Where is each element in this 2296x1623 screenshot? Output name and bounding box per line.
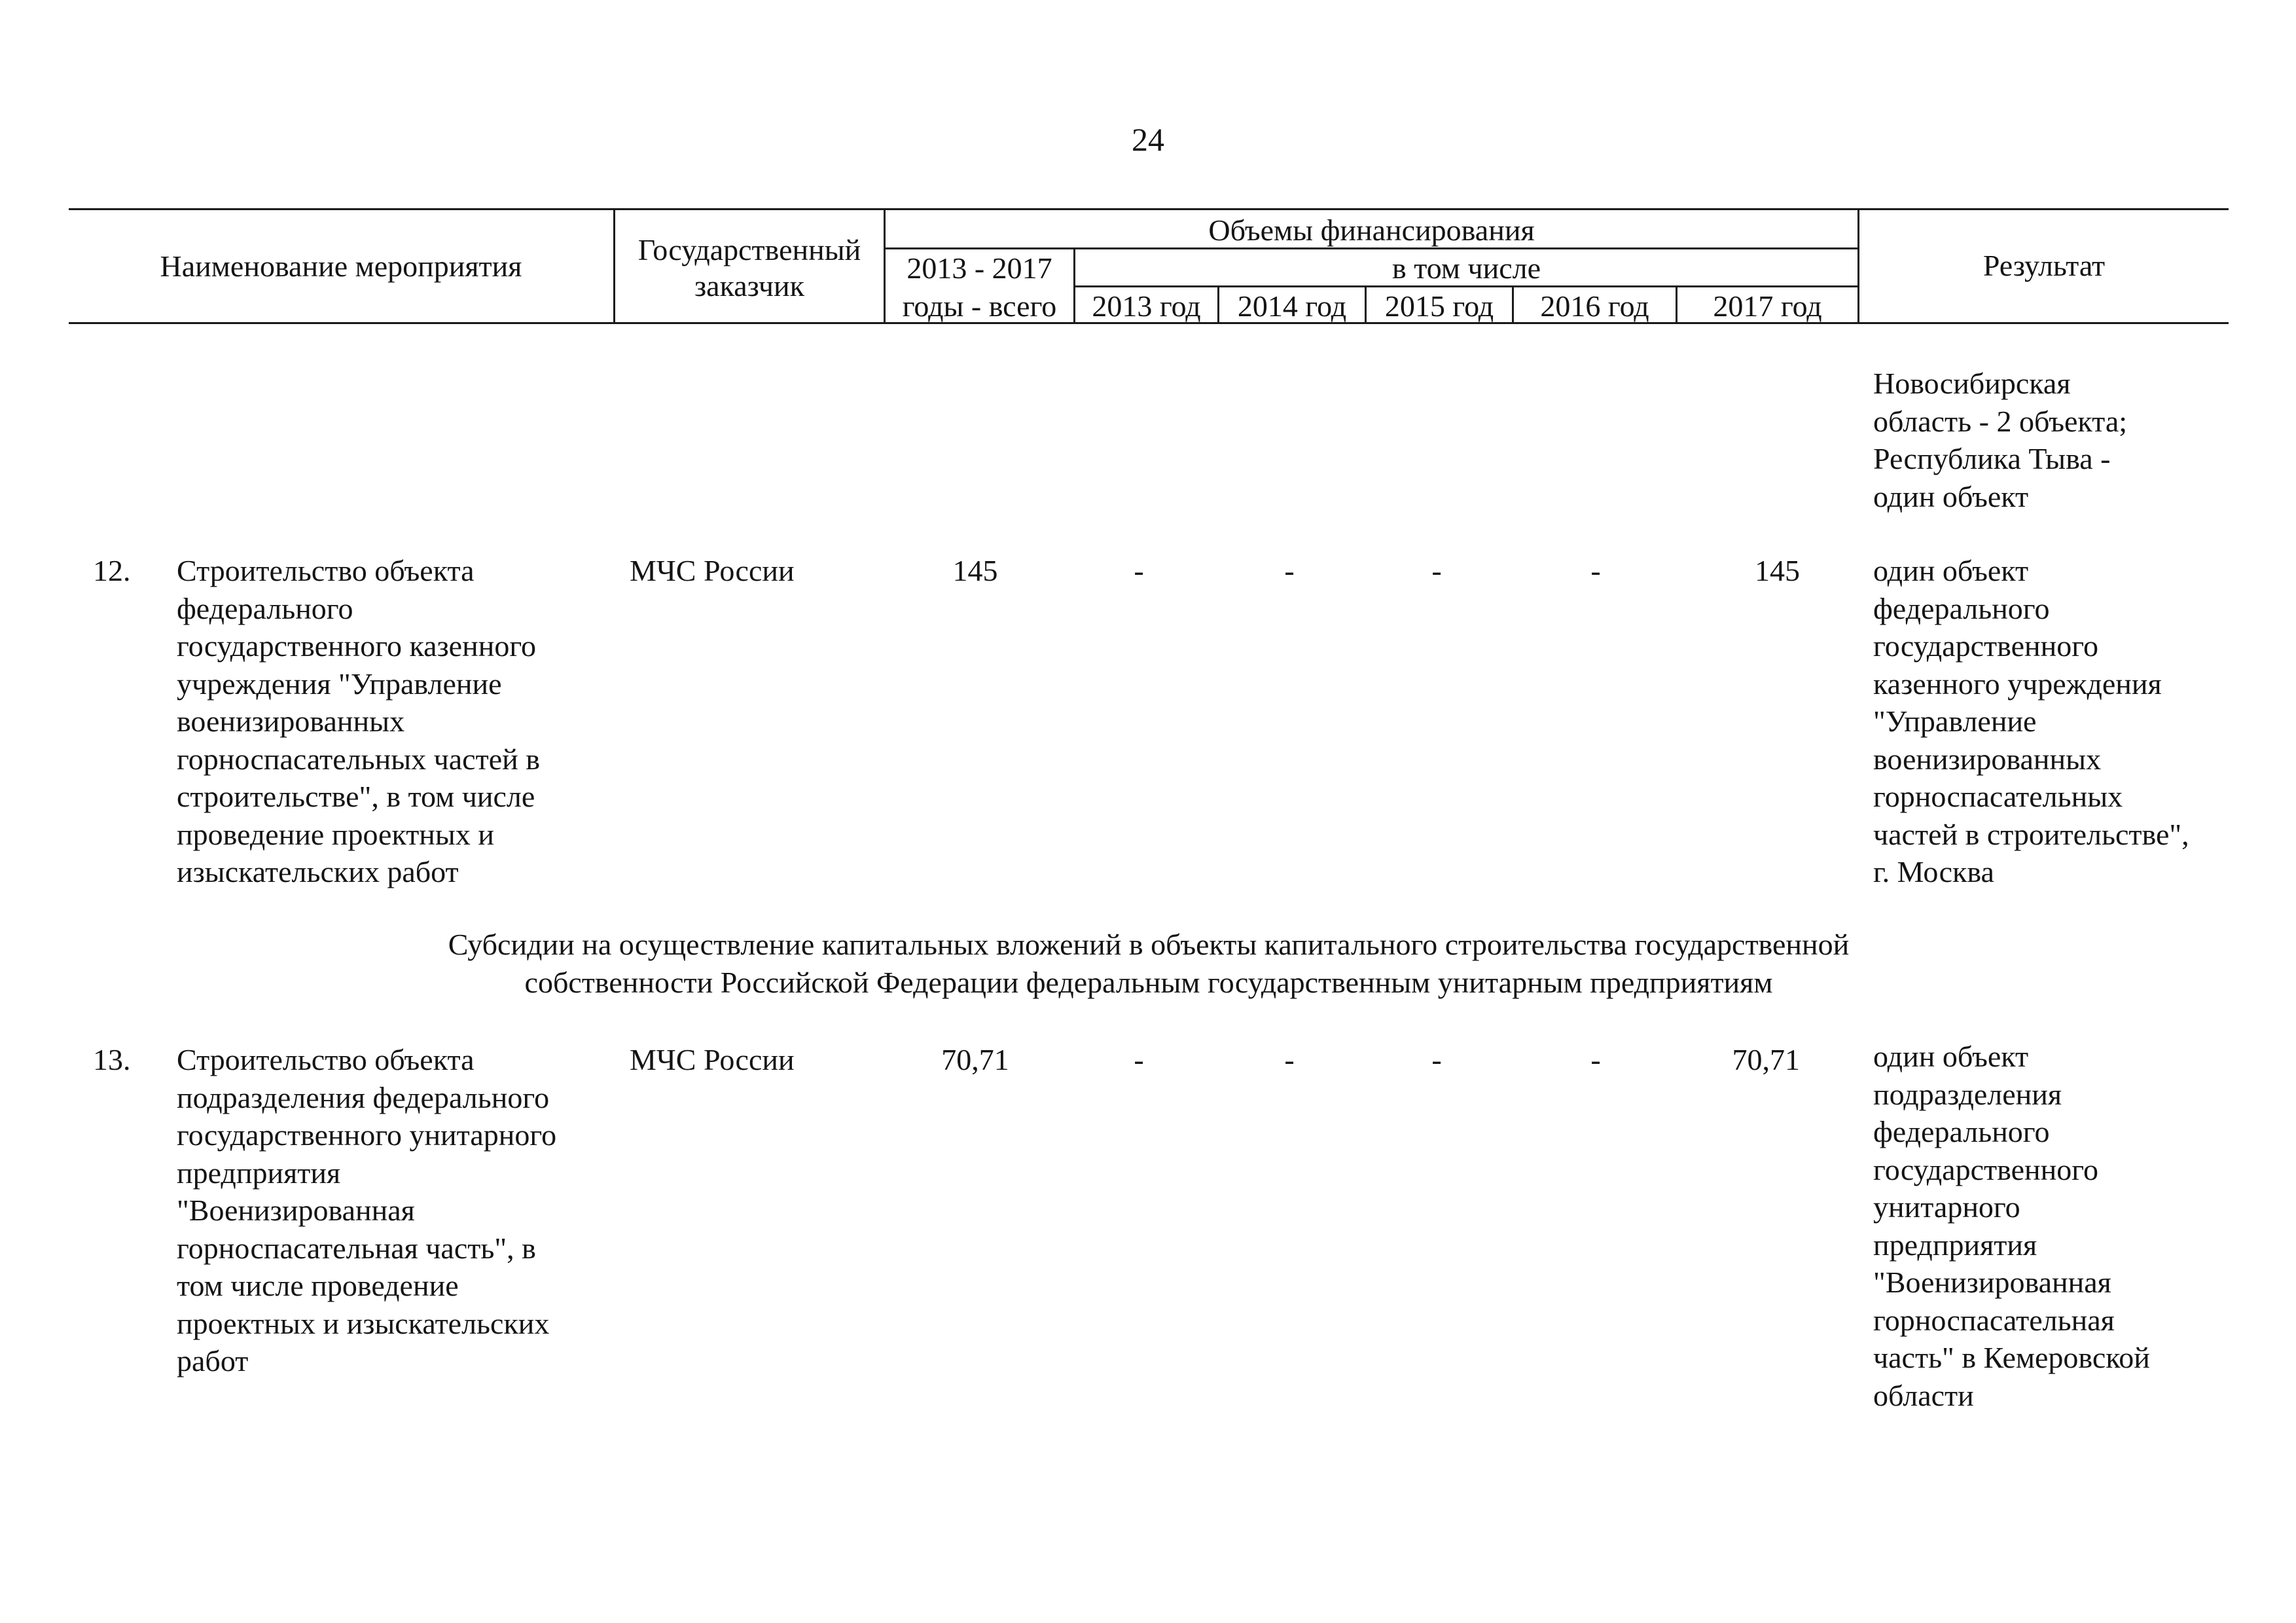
row-name-line: строительстве", в том числе — [177, 780, 535, 813]
row-result-line: один объект — [1873, 554, 2029, 587]
row-result-line: государственного — [1873, 629, 2098, 663]
continuation-result — [1873, 365, 2127, 515]
row-2015: - — [1431, 554, 1442, 587]
header-col-total-line2: годы - всего — [902, 289, 1057, 323]
row-result-line: "Военизированная — [1873, 1266, 2111, 1299]
row-name — [177, 552, 540, 891]
header-col-funding: Объемы финансирования — [1208, 213, 1535, 247]
row-name-line: Строительство объекта — [177, 554, 475, 587]
row-number: 12. — [93, 554, 131, 587]
row-2013: - — [1134, 554, 1144, 587]
row-2015: - — [1431, 1043, 1442, 1076]
section-title-line: собственности Российской Федерации федеральным государственным унитарным предприятиям — [524, 966, 1773, 999]
header-top-rule — [69, 208, 2229, 210]
header-year-2016: 2016 год — [1540, 289, 1649, 323]
header-year-2014: 2014 год — [1237, 289, 1347, 323]
row-name — [177, 1041, 556, 1380]
row-2014: - — [1284, 554, 1295, 587]
row-name-line: военизированных — [177, 704, 405, 738]
header-rule-funding — [884, 247, 1857, 249]
row-2016: - — [1590, 554, 1601, 587]
continuation-result-line: область - 2 объекта; — [1873, 404, 2128, 438]
row-name-line: федерального — [177, 591, 353, 625]
row-result-line: военизированных — [1873, 742, 2102, 776]
row-result-line: горноспасательных — [1873, 780, 2123, 813]
row-total: 145 — [952, 554, 998, 587]
row-2017: 70,71 — [1732, 1043, 1800, 1076]
row-name-line: "Военизированная — [177, 1194, 415, 1227]
header-col-including: в том числе — [1392, 251, 1541, 285]
row-2013: - — [1134, 1043, 1144, 1076]
row-result-line: предприятия — [1873, 1228, 2037, 1262]
continuation-result-line: Новосибирская — [1873, 367, 2071, 400]
row-number: 13. — [93, 1043, 131, 1076]
section-title-line: Субсидии на осуществление капитальных вложений в объекты капитального строительства государственной — [448, 928, 1850, 961]
row-result — [1873, 552, 2189, 891]
row-result-line: унитарного — [1873, 1190, 2020, 1224]
row-result-line: подразделения — [1873, 1077, 2062, 1111]
row-result-line: горноспасательная — [1873, 1303, 2115, 1337]
header-col-customer-line2: заказчик — [694, 269, 804, 302]
row-name-line: государственного унитарного — [177, 1118, 557, 1152]
row-name-line: горноспасательная часть", в — [177, 1231, 536, 1265]
row-result-line: "Управление — [1873, 704, 2037, 738]
row-customer: МЧС России — [630, 554, 795, 587]
row-name-line: горноспасательных частей в — [177, 742, 540, 776]
header-col-total-line1: 2013 - 2017 — [906, 251, 1052, 285]
row-result-line: один объект — [1873, 1040, 2029, 1073]
row-2016: - — [1590, 1043, 1601, 1076]
row-name-line: подразделения федерального — [177, 1080, 550, 1114]
page-number: 24 — [1132, 121, 1164, 158]
row-result-line: государственного — [1873, 1152, 2098, 1186]
row-name-line: Строительство объекта — [177, 1043, 475, 1076]
row-result-line: казенного учреждения — [1873, 666, 2162, 701]
row-name-line: предприятия — [177, 1156, 341, 1190]
row-2014: - — [1284, 1043, 1295, 1076]
row-name-line: том числе проведение — [177, 1269, 459, 1302]
header-year-2013: 2013 год — [1092, 289, 1201, 323]
row-customer: МЧС России — [630, 1043, 795, 1076]
row-2017: 145 — [1755, 554, 1800, 587]
row-name-line: государственного казенного — [177, 629, 537, 663]
header-year-2017: 2017 год — [1713, 289, 1822, 323]
row-result-line: г. Москва — [1873, 855, 1994, 888]
continuation-result-line: Республика Тыва - — [1873, 442, 2111, 475]
row-result-line: частей в строительстве", — [1873, 817, 2189, 851]
row-name-line: учреждения "Управление — [177, 666, 502, 701]
header-col-name: Наименование мероприятия — [160, 249, 522, 283]
header-col-customer-line1: Государственный — [637, 233, 861, 266]
row-result-line: области — [1873, 1378, 1974, 1412]
row-name-line: проектных и изыскательских — [177, 1306, 550, 1340]
row-name-line: проведение проектных и — [177, 817, 494, 851]
row-result-line: федерального — [1873, 1115, 2050, 1148]
row-result-line: федерального — [1873, 591, 2050, 625]
row-name-line: работ — [177, 1344, 249, 1377]
row-name-line: изыскательских работ — [177, 855, 459, 888]
header-year-2015: 2015 год — [1384, 289, 1494, 323]
header-rule-including — [1073, 285, 1857, 287]
row-total: 70,71 — [941, 1043, 1009, 1076]
continuation-result-line: один объект — [1873, 479, 2029, 513]
row-result — [1873, 1038, 2150, 1414]
header-col-result: Результат — [1982, 249, 2106, 282]
row-result-line: часть" в Кемеровской — [1873, 1341, 2150, 1374]
